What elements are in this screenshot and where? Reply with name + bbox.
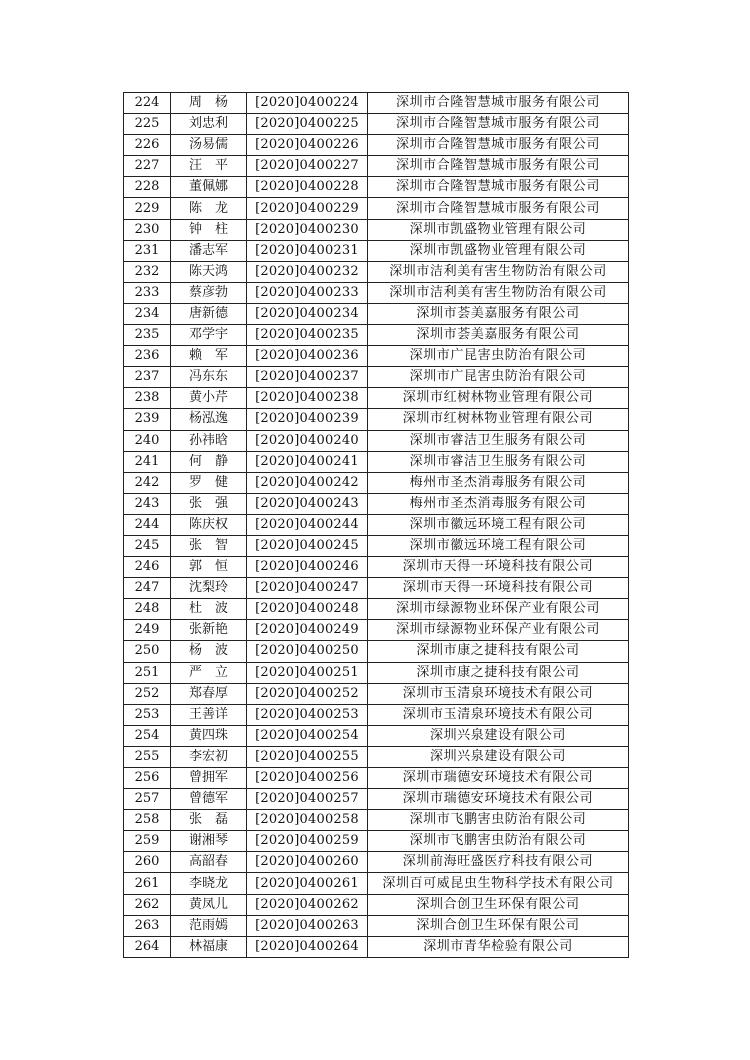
organization-name: 深圳市红树林物业管理有限公司 [368,388,629,409]
organization-name: 深圳市天得一环境科技有限公司 [368,557,629,578]
table-row [124,346,629,367]
organization-name: 深圳市玉清泉环境技术有限公司 [368,683,629,704]
organization-name: 深圳市合隆智慧城市服务有限公司 [368,114,629,135]
certificate-number: [2020]0400255 [247,746,368,767]
table-row [124,198,629,219]
person-name: 曾拥军 [171,768,247,789]
table-row [124,240,629,261]
organization-name: 深圳合创卫生环保有限公司 [368,915,629,936]
table-row [124,430,629,451]
row-number: 249 [124,620,171,641]
table-row [124,873,629,894]
table-row [124,514,629,535]
person-name: 杨 波 [171,641,247,662]
row-number: 264 [124,936,171,957]
person-name: 郭 恒 [171,557,247,578]
row-number: 236 [124,346,171,367]
table-row [124,114,629,135]
row-number: 244 [124,514,171,535]
table-row [124,599,629,620]
row-number: 229 [124,198,171,219]
organization-name: 深圳市睿洁卫生服务有限公司 [368,430,629,451]
certificate-number: [2020]0400260 [247,852,368,873]
table-row [124,936,629,957]
certificate-number: [2020]0400226 [247,135,368,156]
person-name: 范雨嫣 [171,915,247,936]
certificate-roster-table [123,92,629,958]
organization-name: 深圳市天得一环境科技有限公司 [368,578,629,599]
row-number: 259 [124,831,171,852]
organization-name: 深圳市广昆害虫防治有限公司 [368,346,629,367]
certificate-number: [2020]0400264 [247,936,368,957]
table-row [124,156,629,177]
table-row [124,472,629,493]
row-number: 230 [124,219,171,240]
certificate-number: [2020]0400233 [247,282,368,303]
organization-name: 深圳市合隆智慧城市服务有限公司 [368,156,629,177]
organization-name: 深圳市广昆害虫防治有限公司 [368,367,629,388]
person-name: 黄凤儿 [171,894,247,915]
certificate-number: [2020]0400263 [247,915,368,936]
person-name: 董佩娜 [171,177,247,198]
table-row [124,557,629,578]
person-name: 曾德军 [171,789,247,810]
certificate-number: [2020]0400240 [247,430,368,451]
organization-name: 深圳市凯盛物业管理有限公司 [368,219,629,240]
certificate-number: [2020]0400258 [247,810,368,831]
table-row [124,852,629,873]
certificate-number: [2020]0400256 [247,768,368,789]
person-name: 李晓龙 [171,873,247,894]
person-name: 钟 柱 [171,219,247,240]
person-name: 汤易儒 [171,135,247,156]
row-number: 224 [124,93,171,114]
table-row [124,325,629,346]
certificate-number: [2020]0400243 [247,493,368,514]
row-number: 241 [124,451,171,472]
organization-name: 深圳市飞鹏害虫防治有限公司 [368,831,629,852]
person-name: 张 强 [171,493,247,514]
certificate-number: [2020]0400236 [247,346,368,367]
certificate-number: [2020]0400229 [247,198,368,219]
table-row [124,578,629,599]
person-name: 张 磊 [171,810,247,831]
table-row [124,789,629,810]
table-row [124,641,629,662]
row-number: 262 [124,894,171,915]
organization-name: 深圳市合隆智慧城市服务有限公司 [368,198,629,219]
table-row [124,894,629,915]
certificate-number: [2020]0400227 [247,156,368,177]
person-name: 谢湘琴 [171,831,247,852]
organization-name: 深圳市凯盛物业管理有限公司 [368,240,629,261]
person-name: 李宏初 [171,746,247,767]
row-number: 226 [124,135,171,156]
table-row [124,303,629,324]
row-number: 228 [124,177,171,198]
person-name: 林福康 [171,936,247,957]
person-name: 孙祎晗 [171,430,247,451]
row-number: 260 [124,852,171,873]
certificate-number: [2020]0400246 [247,557,368,578]
person-name: 王善详 [171,704,247,725]
organization-name: 深圳兴泉建设有限公司 [368,725,629,746]
person-name: 赖 军 [171,346,247,367]
person-name: 高韶春 [171,852,247,873]
row-number: 245 [124,535,171,556]
certificate-number: [2020]0400225 [247,114,368,135]
organization-name: 深圳市荟美嘉服务有限公司 [368,325,629,346]
organization-name: 深圳市洁利美有害生物防治有限公司 [368,282,629,303]
certificate-number: [2020]0400230 [247,219,368,240]
table-row [124,768,629,789]
row-number: 227 [124,156,171,177]
organization-name: 深圳市徽远环境工程有限公司 [368,514,629,535]
certificate-number: [2020]0400234 [247,303,368,324]
certificate-number: [2020]0400250 [247,641,368,662]
row-number: 237 [124,367,171,388]
table-row [124,704,629,725]
organization-name: 深圳市合隆智慧城市服务有限公司 [368,177,629,198]
organization-name: 深圳百可威昆虫生物科学技术有限公司 [368,873,629,894]
row-number: 246 [124,557,171,578]
certificate-number: [2020]0400239 [247,409,368,430]
row-number: 252 [124,683,171,704]
row-number: 257 [124,789,171,810]
certificate-number: [2020]0400261 [247,873,368,894]
table-row [124,93,629,114]
certificate-number: [2020]0400247 [247,578,368,599]
row-number: 231 [124,240,171,261]
person-name: 张 智 [171,535,247,556]
table-row [124,282,629,303]
certificate-number: [2020]0400248 [247,599,368,620]
certificate-number: [2020]0400251 [247,662,368,683]
organization-name: 深圳市玉清泉环境技术有限公司 [368,704,629,725]
certificate-number: [2020]0400238 [247,388,368,409]
person-name: 张新艳 [171,620,247,641]
certificate-number: [2020]0400228 [247,177,368,198]
table-row [124,177,629,198]
row-number: 242 [124,472,171,493]
organization-name: 深圳市红树林物业管理有限公司 [368,409,629,430]
organization-name: 深圳市康之捷科技有限公司 [368,641,629,662]
row-number: 234 [124,303,171,324]
organization-name: 深圳前海旺盛医疗科技有限公司 [368,852,629,873]
row-number: 233 [124,282,171,303]
table-row [124,409,629,430]
table-row [124,135,629,156]
organization-name: 深圳兴泉建设有限公司 [368,746,629,767]
organization-name: 深圳市洁利美有害生物防治有限公司 [368,261,629,282]
organization-name: 深圳市徽远环境工程有限公司 [368,535,629,556]
table-row [124,535,629,556]
table-row [124,810,629,831]
certificate-number: [2020]0400231 [247,240,368,261]
row-number: 247 [124,578,171,599]
person-name: 何 静 [171,451,247,472]
table-row [124,493,629,514]
table-row [124,746,629,767]
row-number: 263 [124,915,171,936]
person-name: 周 杨 [171,93,247,114]
organization-name: 深圳市绿源物业环保产业有限公司 [368,599,629,620]
person-name: 潘志军 [171,240,247,261]
row-number: 261 [124,873,171,894]
certificate-number: [2020]0400241 [247,451,368,472]
row-number: 253 [124,704,171,725]
row-number: 225 [124,114,171,135]
person-name: 唐新德 [171,303,247,324]
table-row [124,725,629,746]
certificate-number: [2020]0400254 [247,725,368,746]
person-name: 黄小芹 [171,388,247,409]
table-row [124,683,629,704]
organization-name: 深圳市飞鹏害虫防治有限公司 [368,810,629,831]
organization-name: 深圳市青华检验有限公司 [368,936,629,957]
organization-name: 梅州市圣杰消毒服务有限公司 [368,472,629,493]
person-name: 冯东东 [171,367,247,388]
certificate-number: [2020]0400242 [247,472,368,493]
person-name: 蔡彦勃 [171,282,247,303]
person-name: 沈梨玲 [171,578,247,599]
table-row [124,915,629,936]
row-number: 251 [124,662,171,683]
person-name: 杨泓逸 [171,409,247,430]
person-name: 黄四珠 [171,725,247,746]
organization-name: 深圳市睿洁卫生服务有限公司 [368,451,629,472]
organization-name: 深圳市康之捷科技有限公司 [368,662,629,683]
certificate-number: [2020]0400235 [247,325,368,346]
person-name: 陈天鸿 [171,261,247,282]
certificate-number: [2020]0400249 [247,620,368,641]
person-name: 郑春厚 [171,683,247,704]
certificate-number: [2020]0400252 [247,683,368,704]
certificate-number: [2020]0400224 [247,93,368,114]
person-name: 刘忠利 [171,114,247,135]
certificate-number: [2020]0400259 [247,831,368,852]
table-row [124,451,629,472]
person-name: 罗 健 [171,472,247,493]
certificate-number: [2020]0400237 [247,367,368,388]
certificate-number: [2020]0400262 [247,894,368,915]
person-name: 严 立 [171,662,247,683]
roster-body [124,93,629,958]
row-number: 255 [124,746,171,767]
organization-name: 深圳市合隆智慧城市服务有限公司 [368,135,629,156]
person-name: 邓学宇 [171,325,247,346]
row-number: 232 [124,261,171,282]
organization-name: 深圳合创卫生环保有限公司 [368,894,629,915]
table-row [124,620,629,641]
person-name: 陈 龙 [171,198,247,219]
row-number: 243 [124,493,171,514]
row-number: 235 [124,325,171,346]
table-row [124,261,629,282]
organization-name: 梅州市圣杰消毒服务有限公司 [368,493,629,514]
row-number: 258 [124,810,171,831]
row-number: 254 [124,725,171,746]
certificate-number: [2020]0400232 [247,261,368,282]
table-row [124,662,629,683]
organization-name: 深圳市合隆智慧城市服务有限公司 [368,93,629,114]
certificate-number: [2020]0400257 [247,789,368,810]
row-number: 239 [124,409,171,430]
person-name: 汪 平 [171,156,247,177]
table-row [124,367,629,388]
certificate-number: [2020]0400245 [247,535,368,556]
certificate-number: [2020]0400253 [247,704,368,725]
person-name: 杜 波 [171,599,247,620]
table-row [124,219,629,240]
row-number: 240 [124,430,171,451]
row-number: 238 [124,388,171,409]
row-number: 250 [124,641,171,662]
organization-name: 深圳市荟美嘉服务有限公司 [368,303,629,324]
organization-name: 深圳市绿源物业环保产业有限公司 [368,620,629,641]
organization-name: 深圳市瑞德安环境技术有限公司 [368,789,629,810]
row-number: 256 [124,768,171,789]
organization-name: 深圳市瑞德安环境技术有限公司 [368,768,629,789]
table-row [124,831,629,852]
row-number: 248 [124,599,171,620]
table-row [124,388,629,409]
certificate-number: [2020]0400244 [247,514,368,535]
person-name: 陈庆权 [171,514,247,535]
